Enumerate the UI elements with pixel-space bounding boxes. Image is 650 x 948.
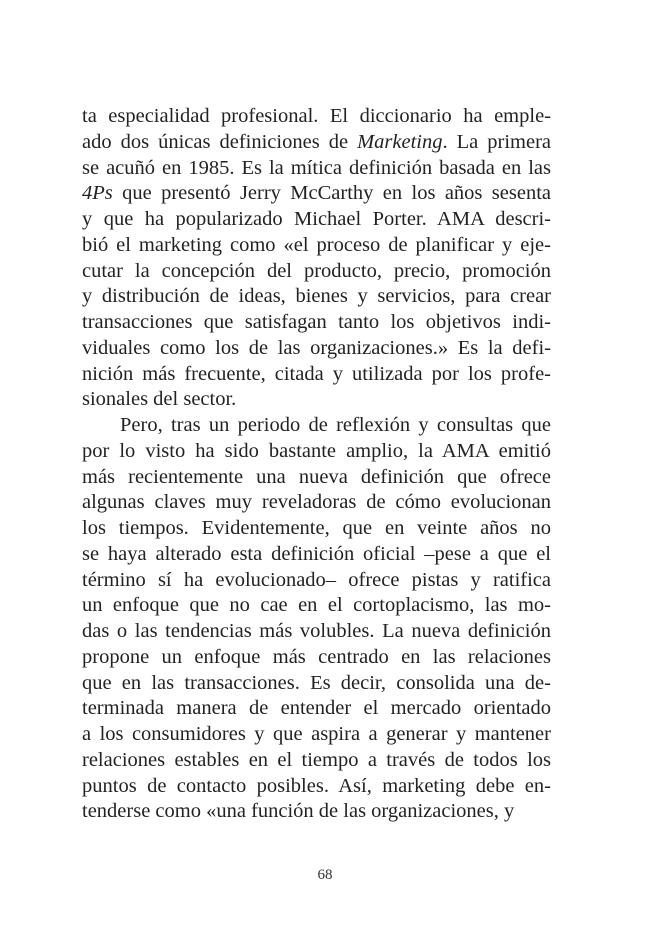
text-line (82, 722, 551, 748)
text-line (82, 310, 551, 336)
text-run: tenderse como «una función de las organizaciones, y (82, 800, 515, 823)
text-run: se haya alterado esta definición oficial –pese a que el (82, 542, 551, 565)
text-run: los tiempos. Evidentemente, que en veinte años no (82, 517, 551, 539)
text-line (82, 233, 551, 259)
text-run: relaciones estables en el tiempo a través de todos los (82, 748, 551, 771)
text-run: y que ha popularizado Michael Porter. AMA descri- (82, 208, 551, 230)
text-run: ta especialidad profesional. El diccionario ha emple- (82, 105, 551, 127)
text-run: que en las transacciones. Es decir, consolida una de- (82, 671, 551, 694)
text-run: sionales del sector. (82, 388, 237, 411)
text-line (82, 336, 551, 362)
text-line (82, 181, 551, 207)
text-line (82, 207, 551, 233)
text-line (82, 516, 551, 542)
text-line (82, 259, 551, 285)
text-run: cutar la concepción del producto, precio, promoción (82, 259, 551, 282)
paragraph (82, 413, 551, 825)
text-line (82, 465, 551, 491)
text-run: bió el marketing como «el proceso de planificar y eje- (82, 233, 551, 256)
text-run: nición más frecuente, citada y utilizada por los profe- (82, 362, 551, 385)
text-line (82, 156, 551, 182)
text-run: ado dos únicas definiciones de (82, 130, 358, 153)
text-run: a los consumidores y que aspira a generar y mantener (82, 723, 551, 745)
text-run: se acuñó en 1985. Es la mítica definición basada en las (82, 156, 551, 179)
text-line (82, 387, 551, 413)
italic-term: Marketing (357, 130, 443, 153)
body-text (82, 104, 551, 825)
text-line (82, 284, 551, 310)
text-line (82, 104, 551, 130)
text-run: término sí ha evolucionado– ofrece pistas y ratifica (82, 568, 551, 591)
text-run: algunas claves muy reveladoras de cómo evolucionan (82, 491, 551, 514)
text-run: que presentó Jerry McCarthy en los años sesenta (112, 182, 551, 205)
text-line (82, 542, 551, 568)
text-line (82, 774, 551, 800)
text-run: Pero, tras un periodo de reflexión y consultas que (120, 414, 551, 436)
text-line (82, 593, 551, 619)
text-run: por lo visto ha sido bastante amplio, la AMA emitió (82, 439, 551, 462)
text-run: un enfoque que no cae en el cortoplacismo, las mo- (82, 594, 551, 617)
text-line (82, 413, 551, 439)
text-line (82, 671, 551, 697)
italic-term: 4Ps (82, 182, 113, 205)
text-run: más recientemente una nueva definición que ofrece (82, 465, 551, 488)
text-run: das o las tendencias más volubles. La nueva definición (82, 620, 551, 642)
text-line (82, 568, 551, 594)
text-line (82, 748, 551, 774)
text-line (82, 362, 551, 388)
text-line (82, 619, 551, 645)
text-run: puntos de contacto posibles. Así, marketing debe en- (82, 774, 551, 797)
text-line (82, 696, 551, 722)
text-run: . La primera (442, 130, 551, 153)
text-line (82, 645, 551, 671)
text-run: viduales como los de las organizaciones.» Es la defi- (82, 336, 551, 359)
text-line (82, 439, 551, 465)
text-line (82, 799, 551, 825)
text-run: y distribución de ideas, bienes y servicios, para crear (82, 285, 551, 308)
paragraph (82, 104, 551, 413)
text-run: terminada manera de entender el mercado orientado (82, 697, 551, 720)
text-line (82, 490, 551, 516)
page-number: 68 (317, 867, 333, 883)
text-run: propone un enfoque más centrado en las relaciones (82, 645, 551, 668)
text-run: transacciones que satisfagan tanto los objetivos indi- (82, 311, 551, 333)
text-line (82, 130, 551, 156)
